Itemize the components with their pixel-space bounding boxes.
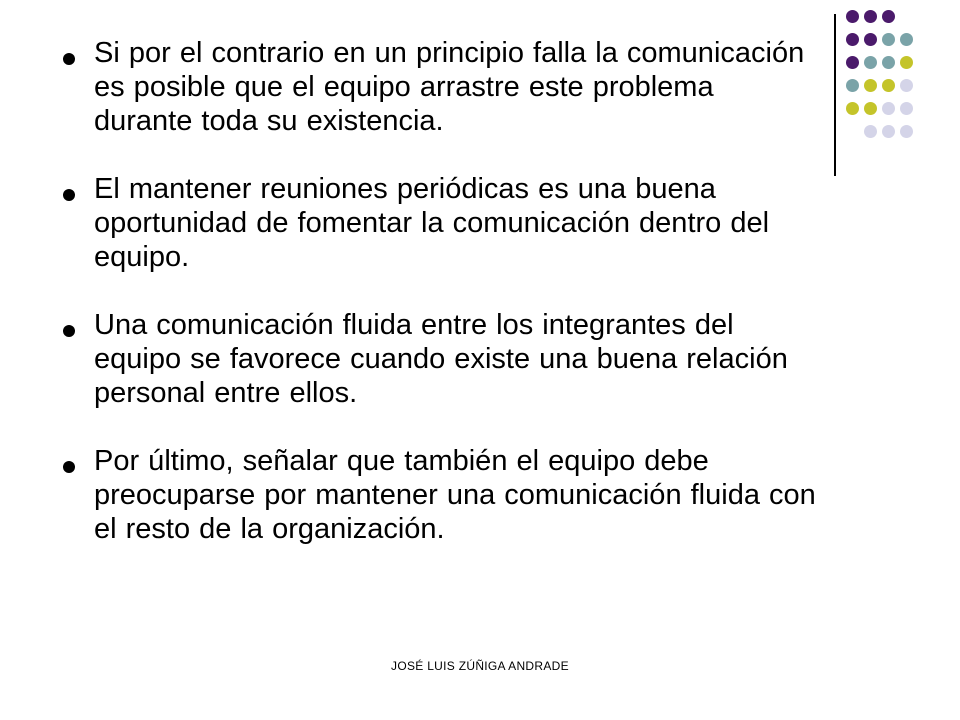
bullet-item <box>58 36 818 138</box>
bullet-item <box>58 172 818 274</box>
decorative-dot <box>846 10 859 23</box>
decorative-dot <box>900 33 913 46</box>
decorative-dot <box>900 102 913 115</box>
decorative-dot <box>846 56 859 69</box>
decorative-dot <box>864 79 877 92</box>
decorative-dot <box>882 10 895 23</box>
bullet-text: El mantener reuniones periódicas es una buena oportunidad de fomentar la comunicación dentro del equipo. <box>94 173 770 273</box>
decorative-dot <box>864 33 877 46</box>
bullet-text: Una comunicación fluida entre los integrantes del equipo se favorece cuando existe una buena relación personal entre ellos. <box>94 309 788 409</box>
decorative-dot <box>900 79 913 92</box>
decorative-dot <box>864 10 877 23</box>
decorative-dot <box>882 125 895 138</box>
decorative-dot <box>882 33 895 46</box>
decorative-dot <box>882 56 895 69</box>
bullet-dot-icon <box>63 325 75 337</box>
decorative-dot <box>864 56 877 69</box>
bullet-item <box>58 444 818 546</box>
decorative-dot <box>846 33 859 46</box>
decorative-dot <box>882 79 895 92</box>
bullet-dot-icon <box>63 461 75 473</box>
decorative-dot-grid <box>846 10 930 160</box>
bullet-text: Si por el contrario en un principio falla la comunicación es posible que el equipo arrastre este problema durante toda su existencia. <box>94 37 805 137</box>
bullet-text: Por último, señalar que también el equipo debe preocuparse por mantener una comunicación fluida con el resto de la organización. <box>94 445 816 545</box>
divider-line <box>834 14 836 176</box>
decorative-dot <box>900 125 913 138</box>
decorative-dot <box>864 125 877 138</box>
footer-author: JOSÉ LUIS ZÚÑIGA ANDRADE <box>391 659 569 673</box>
bullet-dot-icon <box>63 189 75 201</box>
bullet-item <box>58 308 818 410</box>
bullet-dot-icon <box>63 53 75 65</box>
decorative-dot <box>882 102 895 115</box>
decorative-dot <box>846 102 859 115</box>
decorative-dot <box>846 79 859 92</box>
decorative-dot <box>864 102 877 115</box>
decorative-dot <box>900 56 913 69</box>
bullet-list <box>58 36 818 580</box>
